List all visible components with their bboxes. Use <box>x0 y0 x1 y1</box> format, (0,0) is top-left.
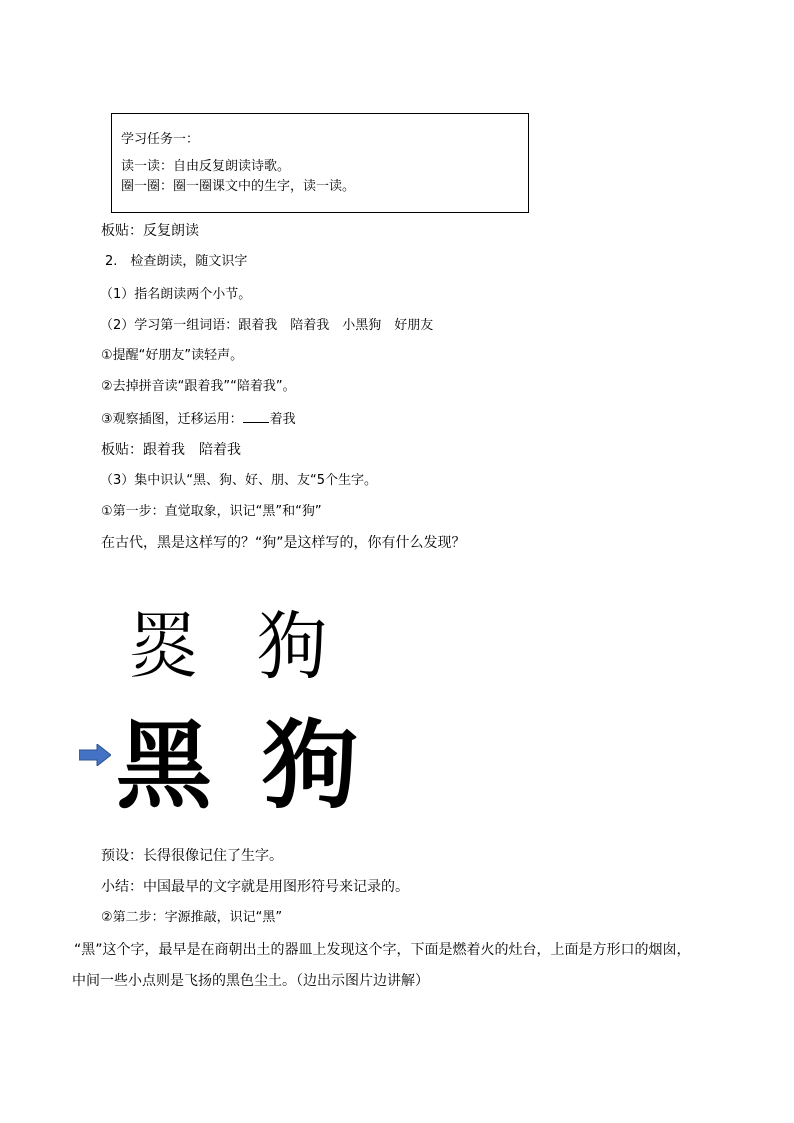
sub-item-1: （1）指名朗读两个小节。 <box>100 287 252 302</box>
paragraph-line-1: “黑”这个字，最早是在商朝出土的器皿上发现这个字，下面是燃着火的灶台，上面是方形口的烟囱， <box>74 942 691 958</box>
sub-item-2: （2）学习第一组词语：跟着我 陪着我 小黑狗 好朋友 <box>100 318 434 333</box>
ancient-hei-character: 𪐗 <box>127 604 199 690</box>
arrow-right-icon <box>79 744 111 766</box>
task-read: 读一读：自由反复朗读诗歌。 <box>121 159 291 174</box>
preset: 预设：长得很像记住了生字。 <box>101 848 283 864</box>
step-b: ②第二步：字源推敲，识记“黑” <box>101 910 283 925</box>
step-2-heading: 2. 检查朗读，随文识字 <box>105 254 248 269</box>
task-box <box>111 113 529 213</box>
fill-blank <box>243 409 269 423</box>
sub-item-3: （3）集中识认“黑、狗、好、朋、友“5个生字。 <box>100 473 378 488</box>
ancient-gou-character: 狗 <box>256 604 328 690</box>
question: 在古代，黑是这样写的？“狗”是这样写的，你有什么发现？ <box>101 535 466 551</box>
task-circle: 圈一圈：圈一圈课文中的生字，读一读。 <box>121 179 356 194</box>
task-title: 学习任务一： <box>121 132 200 147</box>
point-2: ②去掉拼音读“跟着我”“陪着我”。 <box>101 379 296 394</box>
board-note-2: 板贴：跟着我 陪着我 <box>101 442 241 458</box>
point-1: ①提醒“好朋友”读轻声。 <box>101 348 244 363</box>
point-3-prefix: ③观察插图，迁移运用： <box>101 412 243 427</box>
board-note-1: 板贴：反复朗读 <box>101 223 199 239</box>
summary: 小结：中国最早的文字就是用图形符号来记录的。 <box>101 879 409 895</box>
modern-gou-character: 狗 <box>262 709 358 822</box>
point-3-suffix: 着我 <box>269 412 296 427</box>
step-a: ①第一步：直觉取象，识记“黑”和“狗” <box>101 504 322 519</box>
modern-hei-character: 黑 <box>116 709 212 822</box>
paragraph-line-2: 中间一些小点则是飞扬的黑色尘土。（边出示图片边讲解） <box>72 973 429 989</box>
point-3 <box>101 409 296 429</box>
